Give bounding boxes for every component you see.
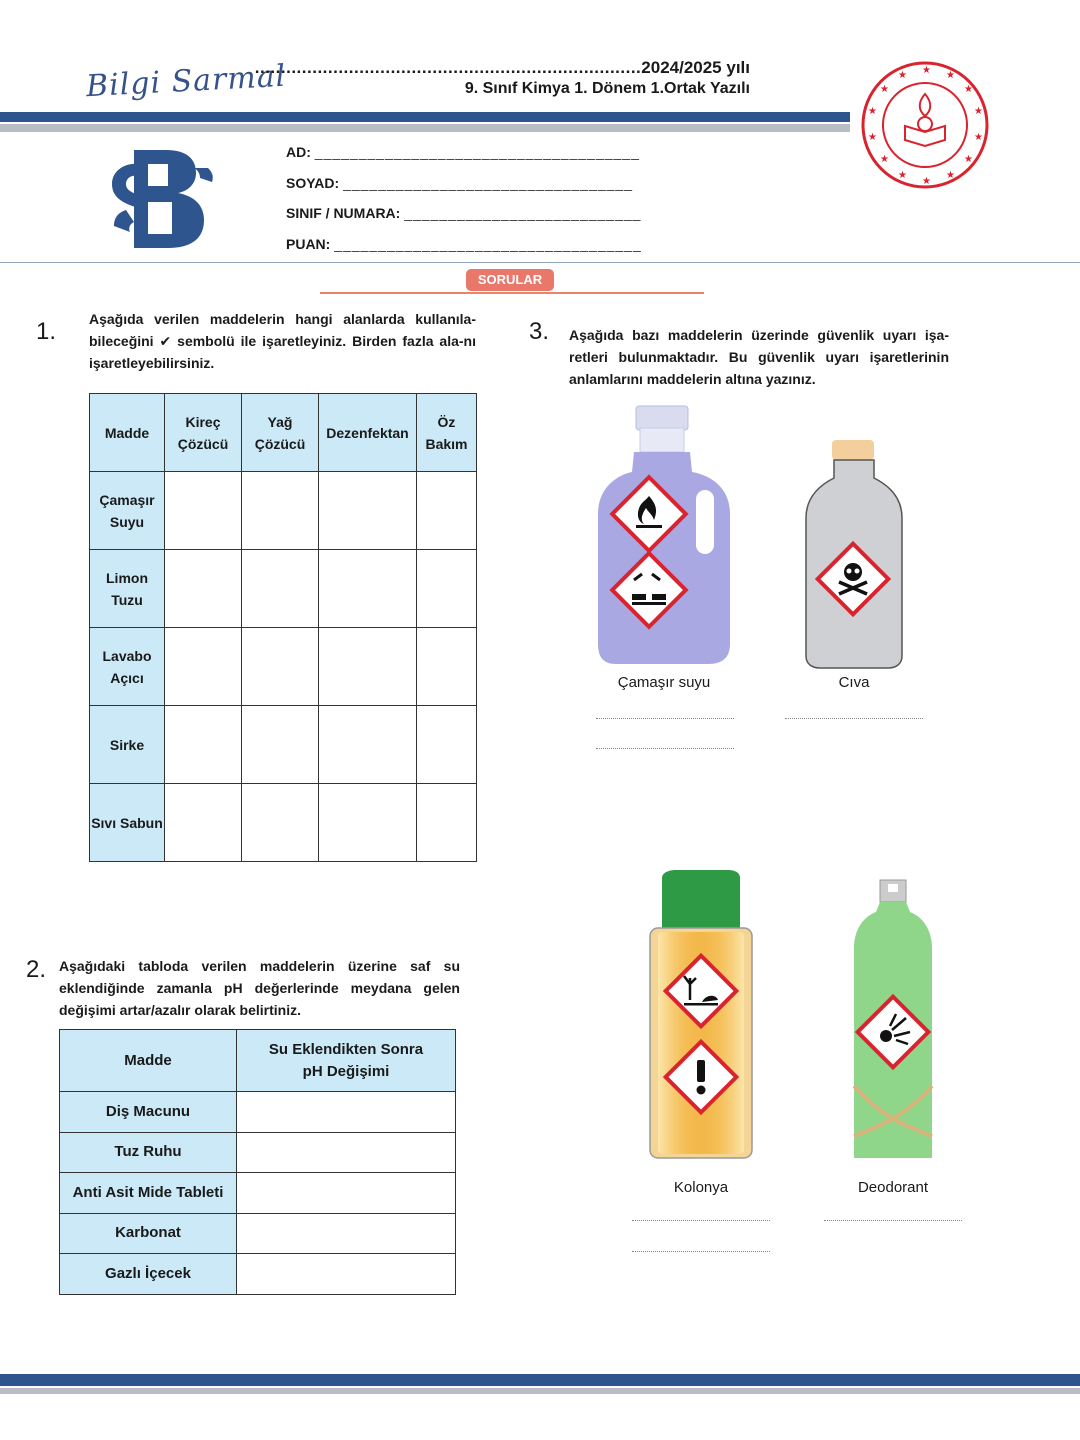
emblem-caption (860, 60, 861, 61)
title-dots: .......................................................................... (254, 58, 642, 77)
q1-answer-cell[interactable] (242, 784, 319, 862)
q1-answer-cell[interactable] (319, 628, 417, 706)
cologne-bottle (646, 868, 756, 1162)
label-bleach: Çamaşır suyu (617, 674, 711, 691)
label-cologne: Kolonya (673, 1179, 729, 1196)
q2-col-header: Su Eklendikten Sonra pH Değişimi (237, 1030, 456, 1092)
q1-answer-cell[interactable] (319, 784, 417, 862)
bs-logo (104, 146, 216, 252)
q1-answer-cell[interactable] (165, 628, 242, 706)
q1-col-header: Madde (90, 394, 165, 472)
q2-table (59, 1029, 456, 1295)
footer-band-gray (0, 1388, 1080, 1394)
q1-answer-cell[interactable] (417, 784, 477, 862)
label-mercury: Cıva (838, 674, 870, 691)
q1-answer-cell[interactable] (242, 550, 319, 628)
bleach-bottle (594, 404, 734, 668)
q2-answer-cell[interactable] (237, 1213, 456, 1254)
svg-text:★: ★ (946, 70, 955, 81)
q1-answer-cell[interactable] (242, 628, 319, 706)
answer-line[interactable] (632, 1251, 770, 1252)
svg-text:★: ★ (974, 106, 983, 117)
q1-row-label: Çamaşır Suyu (90, 472, 165, 550)
svg-text:★: ★ (964, 84, 973, 95)
score-field[interactable]: PUAN: ___________________________________ (286, 235, 642, 252)
q1-answer-cell[interactable] (319, 706, 417, 784)
q1-col-header: Yağ Çözücü (242, 394, 319, 472)
q2-row-label: Gazlı İçecek (60, 1254, 237, 1295)
q1-text: Aşağıda verilen maddelerin hangi alanlarda kullanıla-bileceğini ✔ sembolü ile işaretleyiniz. Birden fazla ala-nı işaretleyebilirsiniz. (89, 311, 476, 371)
q1-row-label: Sirke (90, 706, 165, 784)
header-band-blue (0, 112, 850, 122)
q1-answer-cell[interactable] (242, 472, 319, 550)
q1-answer-cell[interactable] (417, 550, 477, 628)
q2-answer-cell[interactable] (237, 1132, 456, 1173)
q1-answer-cell[interactable] (417, 706, 477, 784)
answer-line[interactable] (596, 748, 734, 749)
svg-text:★: ★ (964, 154, 973, 165)
svg-text:★: ★ (946, 170, 955, 181)
q1-col-header: Kireç Çözücü (165, 394, 242, 472)
sorular-underline (320, 292, 704, 294)
table-row (90, 706, 477, 784)
table-row (60, 1173, 456, 1214)
table-row (90, 628, 477, 706)
svg-text:★: ★ (898, 70, 907, 81)
q1-row-label: Limon Tuzu (90, 550, 165, 628)
svg-text:★: ★ (974, 132, 983, 143)
q1-answer-cell[interactable] (165, 550, 242, 628)
surname-field[interactable]: SOYAD: _________________________________ (286, 174, 634, 191)
svg-text:★: ★ (880, 84, 889, 95)
header-band-gray (0, 124, 850, 132)
answer-line[interactable] (596, 718, 734, 719)
svg-text:★: ★ (868, 106, 877, 117)
svg-text:★: ★ (868, 132, 877, 143)
student-fields (286, 144, 642, 266)
q2-row-label: Karbonat (60, 1213, 237, 1254)
q1-answer-cell[interactable] (242, 706, 319, 784)
meb-emblem (860, 60, 990, 190)
title-year-line (250, 58, 750, 78)
q2-row-label: Diş Macunu (60, 1092, 237, 1133)
school-year: 2024/2025 yılı (641, 58, 750, 77)
q2-col-header: Madde (60, 1030, 237, 1092)
q1-col-header: Öz Bakım (417, 394, 477, 472)
q1-answer-cell[interactable] (417, 628, 477, 706)
class-number-field[interactable]: SINIF / NUMARA: ___________________________ (286, 205, 642, 221)
q1-answer-cell[interactable] (319, 472, 417, 550)
answer-line[interactable] (824, 1220, 962, 1221)
table-row (60, 1132, 456, 1173)
table-row (90, 784, 477, 862)
q2-answer-cell[interactable] (237, 1254, 456, 1295)
q1-answer-cell[interactable] (319, 550, 417, 628)
table-row (60, 1092, 456, 1133)
q2-answer-cell[interactable] (237, 1092, 456, 1133)
q2-row-label: Anti Asit Mide Tableti (60, 1173, 237, 1214)
q2-number: 2. (26, 956, 47, 983)
table-row (60, 1254, 456, 1295)
label-deodorant: Deodorant (857, 1179, 929, 1196)
q1-answer-cell[interactable] (165, 706, 242, 784)
signature: Bilgi Sarmal (85, 58, 288, 105)
table-row (90, 472, 477, 550)
q3-text: Aşağıda bazı maddelerin üzerinde güvenlik uyarı işa-retleri bulunmaktadır. Bu güvenlik uyarı işaretlerinin anlamlarını maddelerin altına yazınız. (569, 327, 949, 387)
q1-row-label: Lavabo Açıcı (90, 628, 165, 706)
svg-text:★: ★ (898, 170, 907, 181)
svg-text:★: ★ (922, 176, 931, 187)
q2-row-label: Tuz Ruhu (60, 1132, 237, 1173)
q1-answer-cell[interactable] (417, 472, 477, 550)
q1-number: 1. (36, 318, 57, 345)
q1-row-label: Sıvı Sabun (90, 784, 165, 862)
svg-text:★: ★ (922, 65, 931, 76)
header-divider (0, 262, 1080, 263)
svg-text:★: ★ (880, 154, 889, 165)
table-row (90, 550, 477, 628)
q3-number: 3. (529, 318, 550, 345)
exam-title: 9. Sınıf Kimya 1. Dönem 1.Ortak Yazılı (464, 80, 750, 97)
table-row (60, 1213, 456, 1254)
deodorant-bottle (850, 876, 936, 1162)
logo-caption (104, 146, 105, 147)
q1-table (89, 393, 477, 862)
q1-answer-cell[interactable] (165, 472, 242, 550)
q1-answer-cell[interactable] (165, 784, 242, 862)
answer-line[interactable] (785, 718, 923, 719)
q1-col-header: Dezenfektan (319, 394, 417, 472)
footer-band-blue (0, 1374, 1080, 1386)
sorular-badge: SORULAR (466, 269, 554, 291)
mercury-bottle (802, 438, 906, 670)
answer-line[interactable] (632, 1220, 770, 1221)
name-field[interactable]: AD: _____________________________________ (286, 144, 640, 160)
q2-answer-cell[interactable] (237, 1173, 456, 1214)
q2-text: Aşağıdaki tabloda verilen maddelerin üzerine saf su eklendiğinde zamanla pH değerlerinde meydana gelen değişimi artar/azalır olarak belirtiniz. (59, 958, 460, 1018)
